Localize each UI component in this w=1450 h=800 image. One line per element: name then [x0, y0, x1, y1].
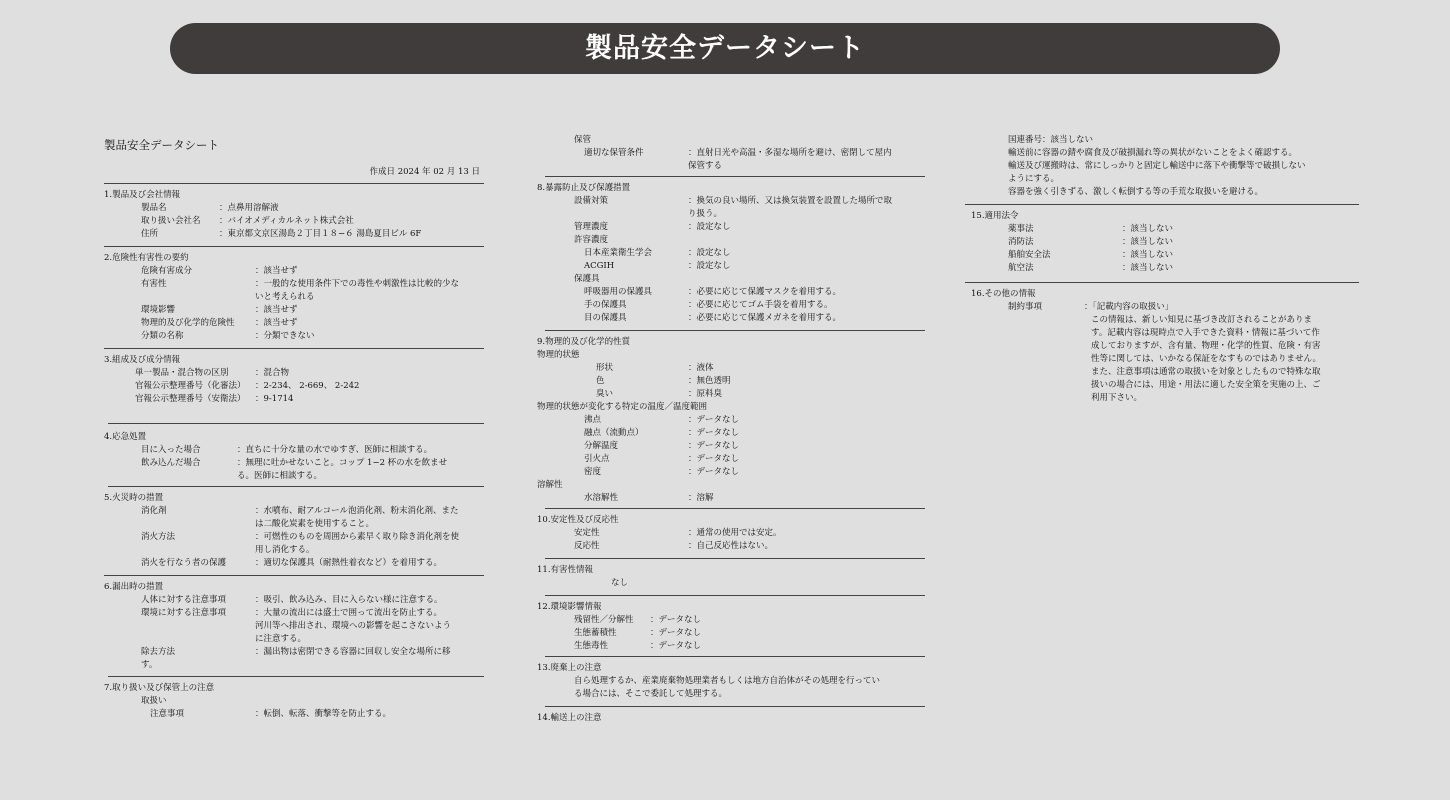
info-row [104, 278, 484, 291]
section-head: 8.暴露防止及び保護措置 [537, 183, 631, 193]
row-label: 反応性 [574, 541, 600, 551]
row-value: ：設定なし [688, 248, 731, 258]
info-row [104, 228, 484, 241]
row-label: 分解温度 [584, 441, 619, 451]
row-value: ：必要に応じて保護マスクを着用する。 [688, 287, 842, 297]
row-value: ：データなし [650, 628, 702, 638]
row-value [688, 234, 925, 247]
text-line: 扱いの場合には、用途・用法に適した安全策を実施の上、ご [1091, 380, 1321, 390]
info-row [537, 614, 925, 627]
row-value: ：通常の使用では安定。 [688, 528, 782, 538]
row-label: 水溶解性 [584, 493, 619, 503]
row-label: 薬事法 [1008, 224, 1034, 234]
text-line: 国連番号：該当しない [1008, 135, 1094, 145]
row-label: 引火点 [584, 454, 610, 464]
section-rows [537, 527, 925, 553]
info-row [537, 312, 925, 325]
row-value: ：一般的な使用条件下での毒性や刺激性は比較的少な [255, 279, 460, 289]
row-value: 河川等へ排出され、環境への影響を起こさないよう [255, 621, 452, 631]
info-row [537, 453, 925, 466]
row-value: ：設定なし [688, 222, 731, 232]
row-label: 保護具 [574, 274, 600, 284]
divider [545, 706, 925, 707]
row-value: いと考えられる [255, 292, 315, 302]
row-value: ：該当しない [1122, 263, 1174, 273]
row-label: 安定性 [574, 528, 600, 538]
divider [965, 204, 1359, 205]
section-head: 11.有害性情報 [537, 565, 594, 575]
row-label: 取り扱い会社名 [141, 216, 201, 226]
info-row [537, 466, 925, 479]
divider [104, 183, 484, 184]
info-row [971, 236, 1359, 249]
row-label: 官報公示整理番号（安衛法） [135, 394, 246, 404]
row-label: 沸点 [584, 415, 602, 425]
section-lines [537, 675, 925, 701]
row-value: ：自己反応性はない。 [688, 541, 774, 551]
section-rows [104, 444, 484, 483]
row-value: ：必要に応じて保護メガネを着用する。 [688, 313, 842, 323]
row-label: 消火を行なう者の保護 [141, 558, 227, 568]
column-3 [971, 134, 1359, 405]
info-row [104, 304, 484, 317]
info-row [104, 367, 484, 380]
row-label [104, 518, 255, 531]
row-label: 残留性／分解性 [574, 615, 634, 625]
divider [965, 282, 1359, 283]
row-value: り扱う。 [688, 209, 723, 219]
row-label: 消化剤 [141, 506, 167, 516]
info-row [104, 544, 484, 557]
text-line: す。記載内容は現時点で入手できた資料・情報に基づいて作 [1091, 328, 1320, 338]
row-value: ：データなし [688, 467, 740, 477]
row-value: ：データなし [650, 615, 702, 625]
divider [545, 656, 925, 657]
divider [108, 423, 484, 424]
row-label [537, 160, 688, 173]
row-label: 船舶安全法 [1008, 250, 1051, 260]
info-row [537, 195, 925, 208]
info-row [537, 260, 925, 273]
info-label: 制約事項 [1008, 302, 1043, 312]
row-value: ：可燃性のものを周囲から素早く取り除き消化剤を使 [255, 532, 460, 542]
row-label: 飲み込んだ場合 [141, 458, 201, 468]
row-label [104, 291, 255, 304]
section-rows [104, 265, 484, 343]
row-label: 危険有害成分 [141, 266, 193, 276]
solubility-label: 溶解性 [537, 480, 563, 490]
row-value: ：分類できない [255, 331, 315, 341]
section-rows [104, 505, 484, 570]
row-label: 密度 [584, 467, 602, 477]
row-label: 住所 [141, 229, 159, 239]
column-1 [104, 139, 484, 721]
row-label: 管理濃度 [574, 222, 609, 232]
info-row [537, 414, 925, 427]
row-label: 官報公示整理番号（化審法） [135, 381, 246, 391]
row-value: ：該当せず [255, 305, 298, 315]
row-label: 手の保護具 [584, 300, 627, 310]
section-head: 15.適用法令 [971, 211, 1019, 221]
info-row [537, 273, 925, 286]
info-row [104, 594, 484, 607]
info-row [537, 440, 925, 453]
row-value: ：原料臭 [688, 389, 723, 399]
section-head: 3.組成及び成分情報 [104, 355, 181, 365]
row-value: ：適切な保護具（耐熱性着衣など）を着用する。 [255, 558, 443, 568]
info-row [971, 223, 1359, 236]
text-line: る場合には、そこで委託して処理する。 [574, 689, 728, 699]
row-label: 目の保護具 [584, 313, 627, 323]
row-label: 環境影響 [141, 305, 176, 315]
row-value: ：吸引、飲み込み、目に入らない様に注意する。 [255, 595, 443, 605]
divider [545, 176, 925, 177]
section-lines [971, 314, 1359, 405]
info-row [537, 286, 925, 299]
info-row [104, 607, 484, 620]
info-row [104, 317, 484, 330]
info-row [971, 301, 1359, 314]
text-line: 輸送前に容器の錆や腐食及び破損漏れ等の異状がないことをよく確認する。 [1008, 148, 1298, 158]
info-row [537, 540, 925, 553]
row-value: ：データなし [688, 454, 740, 464]
section-head: 2.危険性有害性の要約 [104, 253, 189, 263]
section-head: 7.取り扱い及び保管上の注意 [104, 683, 215, 693]
row-value: は二酸化炭素を使用すること。 [255, 519, 375, 529]
info-row [104, 620, 484, 633]
row-label: ACGIH [584, 261, 615, 271]
info-row [104, 393, 484, 406]
section-rows [537, 614, 925, 653]
info-row [537, 388, 925, 401]
info-row [104, 518, 484, 531]
section-head: 6.漏出時の措置 [104, 582, 164, 592]
row-value: ：溶解 [688, 493, 714, 503]
handling-label: 取扱い [141, 696, 167, 706]
info-row [971, 249, 1359, 262]
row-value: に注意する。 [255, 634, 307, 644]
row-label: 形状 [596, 363, 614, 373]
divider [104, 575, 484, 576]
divider [104, 348, 484, 349]
info-row [104, 457, 484, 470]
row-label: 人体に対する注意事項 [141, 595, 227, 605]
row-value: ：設定なし [688, 261, 731, 271]
row-value: ：液体 [688, 363, 714, 373]
section-head: 14.輸送上の注意 [537, 713, 602, 723]
row-value: ：該当しない [1122, 250, 1174, 260]
info-row [537, 627, 925, 640]
divider [108, 676, 484, 677]
row-value: ：転倒、転落、衝撃等を防止する。 [255, 709, 392, 719]
info-row [537, 640, 925, 653]
info-row [104, 633, 484, 646]
info-row [537, 527, 925, 540]
row-label: 環境に対する注意事項 [141, 608, 227, 618]
state-change-label: 物理的状態が変化する特定の温度／温度範囲 [537, 402, 708, 412]
info-row [104, 557, 484, 570]
row-label: 有害性 [141, 279, 167, 289]
row-value: ：該当しない [1122, 224, 1174, 234]
info-row [104, 202, 484, 215]
row-value: ：2-234、 2-669、 2-242 [255, 381, 360, 391]
row-value: ：無理に吐かせないこと。コップ 1−2 杯の水を飲ませ [237, 458, 448, 468]
section-lines [971, 134, 1359, 199]
physical-state-label: 物理的状態 [537, 350, 580, 360]
row-label [537, 208, 688, 221]
section-head: 1.製品及び会社情報 [104, 190, 181, 200]
section-rows [537, 362, 925, 401]
row-label: 生態毒性 [574, 641, 609, 651]
row-value: る。医師に相談する。 [237, 471, 323, 481]
section-head: 10.安定性及び反応性 [537, 515, 619, 525]
row-value: 用し消化する。 [255, 545, 315, 555]
row-label: 色 [596, 376, 605, 386]
info-row [537, 221, 925, 234]
row-value: ：換気の良い場所、又は換気装置を設置した場所で取 [688, 196, 893, 206]
row-label: 物理的及び化学的危険性 [141, 318, 235, 328]
section-rows [971, 223, 1359, 275]
text-line: 輸送及び運搬時は、常にしっかりと固定し輸送中に落下や衝撃等で破損しない [1008, 161, 1306, 171]
row-label [104, 544, 255, 557]
row-value [688, 273, 925, 286]
row-label [104, 633, 255, 646]
info-row [104, 531, 484, 544]
text-line: 性等に関しては、いかなる保証をなすものではありません。 [1091, 354, 1322, 364]
row-label: 消防法 [1008, 237, 1034, 247]
info-row [104, 380, 484, 393]
text-line: 成しておりますが、含有量、物理・化学的性質、危険・有害 [1091, 341, 1321, 351]
row-label: 消火方法 [141, 532, 176, 542]
info-row [537, 427, 925, 440]
row-label: 目に入った場合 [141, 445, 201, 455]
storage-head: 保管 [574, 135, 592, 145]
row-value: ：直射日光や高温・多湿な場所を避け、密閉して屋内 [688, 148, 892, 158]
info-row [537, 299, 925, 312]
row-label: 分類の名称 [141, 331, 184, 341]
page-banner: 製品安全データシート [170, 23, 1280, 74]
row-value: ：無色透明 [688, 376, 731, 386]
row-value: ：東京都文京区湯島２丁目１８−６ 湯島夏目ビル 6F [219, 229, 422, 239]
row-value: ：水噴布、耐アルコール泡消化剤、粉末消化剤、また [255, 506, 459, 516]
row-label: 臭い [596, 389, 614, 399]
row-label: 生態蓄積性 [574, 628, 617, 638]
row-value: ：混合物 [255, 368, 290, 378]
info-row [537, 208, 925, 221]
row-value: ：該当しない [1122, 237, 1174, 247]
divider [104, 246, 484, 247]
info-row [537, 247, 925, 260]
row-label: 許容濃度 [574, 235, 609, 245]
info-row [104, 444, 484, 457]
row-value: ：直ちに十分な量の水でゆすぎ、医師に相談する。 [237, 445, 433, 455]
row-label: す。 [141, 660, 158, 670]
row-value: ：大量の流出には盛土で囲って流出を防止する。 [255, 608, 443, 618]
text-line: 自ら処理するか、産業廃棄物処理業者もしくは地方自治体がその処理を行ってい [574, 676, 881, 686]
info-row [537, 160, 925, 173]
row-value: ：9-1714 [255, 394, 294, 404]
row-label: 航空法 [1008, 263, 1034, 273]
info-row [104, 470, 484, 483]
section-rows [104, 594, 484, 672]
row-value: ：データなし [688, 415, 740, 425]
info-row [537, 362, 925, 375]
row-label: 設備対策 [574, 196, 609, 206]
section-rows [537, 492, 925, 505]
section-rows [537, 147, 925, 173]
row-value: 保管する [688, 161, 723, 171]
info-row [104, 708, 484, 721]
row-label [104, 470, 237, 483]
row-value: ：データなし [688, 428, 740, 438]
section-rows [104, 202, 484, 241]
row-label [104, 620, 255, 633]
text-line: この情報は、新しい知見に基づき改訂されることがありま [1091, 315, 1313, 325]
row-value: ：該当せず [255, 266, 298, 276]
info-row [104, 330, 484, 343]
info-quote: ：「記載内容の取扱い」 [1084, 302, 1174, 312]
text-line: また、注意事項は通常の取扱いを対象としたもので特殊な取 [1091, 367, 1321, 377]
row-label: 単一製品・混合物の区別 [135, 368, 229, 378]
row-value: ：必要に応じてゴム手袋を着用する。 [688, 300, 833, 310]
info-row [537, 492, 925, 505]
info-row [104, 505, 484, 518]
row-label: 注意事項 [150, 709, 185, 719]
created-date: 作成日 2024 年 02 月 13 日 [369, 167, 480, 177]
section-rows [104, 367, 484, 406]
row-value: ：該当せず [255, 318, 298, 328]
section-rows [537, 414, 925, 479]
row-label: 除去方法 [141, 647, 176, 657]
row-label: 製品名 [141, 203, 167, 213]
column-2 [537, 134, 925, 725]
info-row [104, 659, 484, 672]
section-head: 9.物理的及び化学的性質 [537, 337, 631, 347]
section-head: 4.応急処置 [104, 432, 147, 442]
info-row [104, 215, 484, 228]
row-label: 融点（流動点） [584, 428, 644, 438]
divider [545, 508, 925, 509]
section-head: 16.その他の情報 [971, 289, 1036, 299]
row-value: ：漏出物は密閉できる容器に回収し安全な場所に移 [255, 647, 451, 657]
row-value: ：バイオメディカルネット株式会社 [219, 216, 354, 226]
divider [545, 558, 925, 559]
info-row [971, 262, 1359, 275]
divider [545, 595, 925, 596]
doc-title: 製品安全データシート [104, 138, 219, 152]
row-label: 呼吸器用の保護具 [584, 287, 653, 297]
toxicity-value: なし [611, 578, 629, 588]
section-rows [104, 708, 484, 721]
row-value: ：データなし [688, 441, 740, 451]
info-row [104, 646, 484, 659]
row-value: ：点鼻用溶解液 [219, 203, 279, 213]
text-line: 利用下さい。 [1091, 393, 1143, 403]
section-head: 12.環境影響情報 [537, 602, 602, 612]
section-rows [537, 195, 925, 325]
row-label: 適切な保管条件 [584, 148, 644, 158]
divider [545, 330, 925, 331]
divider [108, 486, 484, 487]
row-value: ：データなし [650, 641, 702, 651]
info-row [104, 291, 484, 304]
info-row [537, 234, 925, 247]
row-value [255, 659, 484, 672]
section-head: 5.火災時の措置 [104, 493, 164, 503]
info-row [104, 265, 484, 278]
text-line: 容器を強く引きずる、激しく転倒する等の手荒な取扱いを避ける。 [1008, 187, 1264, 197]
text-line: ようにする。 [1008, 174, 1060, 184]
info-row [537, 147, 925, 160]
info-row [537, 375, 925, 388]
section-head: 13.廃棄上の注意 [537, 663, 602, 673]
row-label: 日本産業衛生学会 [584, 248, 653, 258]
